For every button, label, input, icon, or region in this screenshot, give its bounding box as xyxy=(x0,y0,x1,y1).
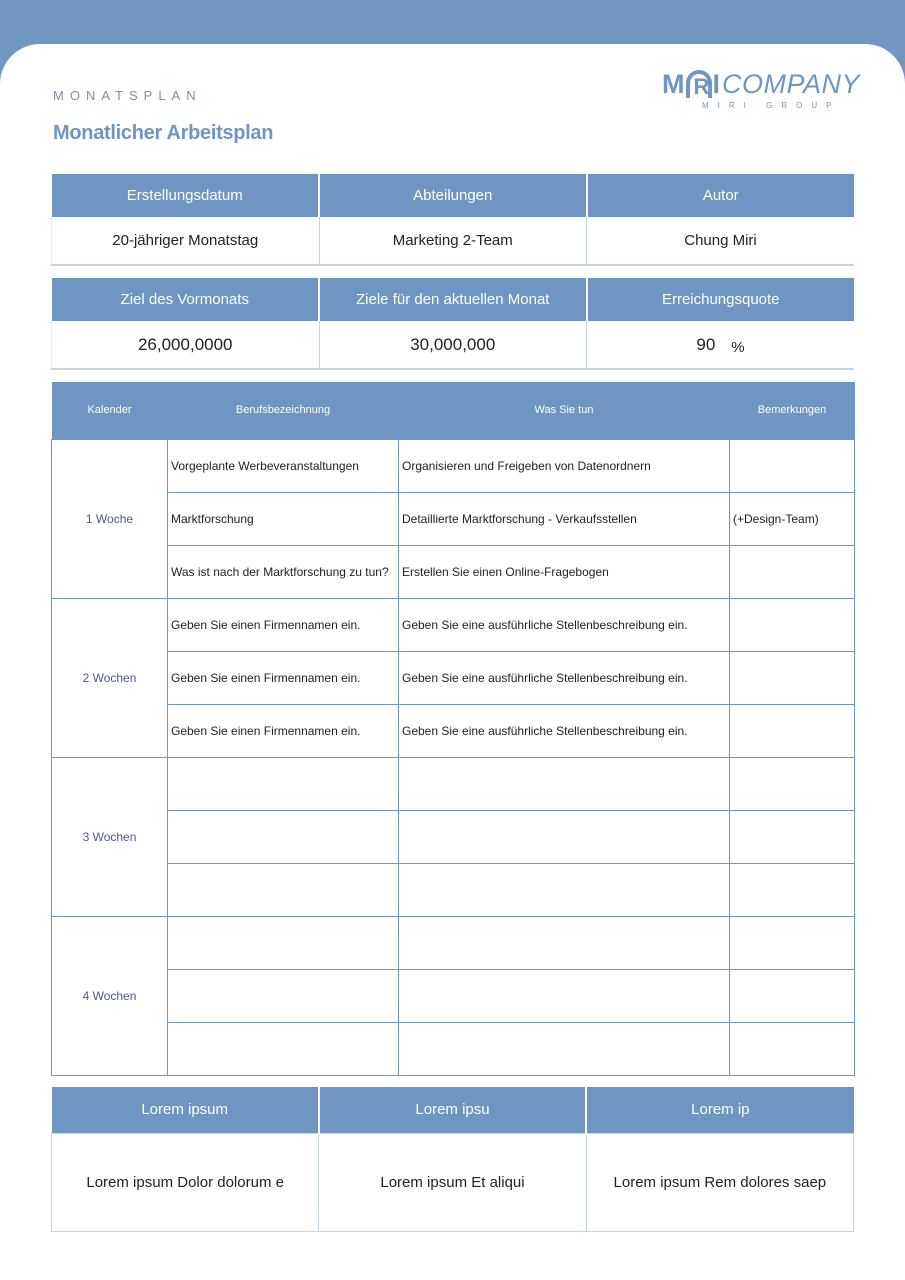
remark-cell xyxy=(730,439,855,492)
remark-cell xyxy=(730,1022,855,1075)
remark-cell xyxy=(730,810,855,863)
job-title-cell: Geben Sie einen Firmennamen ein. xyxy=(168,704,399,757)
summary-header-1: Lorem ipsum xyxy=(52,1087,319,1133)
header-rate: Erreichungsquote xyxy=(587,278,855,321)
summary-header-2: Lorem ipsu xyxy=(319,1087,586,1133)
remark-cell xyxy=(730,757,855,810)
task-cell xyxy=(399,810,730,863)
creation-date-value: 20-jähriger Monatstag xyxy=(52,217,320,265)
header-departments: Abteilungen xyxy=(319,174,587,217)
doc-title: Monatlicher Arbeitsplan xyxy=(53,122,274,144)
remark-cell xyxy=(730,651,855,704)
job-title-cell xyxy=(168,1022,399,1075)
job-title-cell: Geben Sie einen Firmennamen ein. xyxy=(168,651,399,704)
summary-table xyxy=(51,1087,854,1232)
header-job-title: Berufsbezeichnung xyxy=(168,382,399,439)
task-cell: Geben Sie eine ausführliche Stellenbeschreibung ein. xyxy=(399,651,730,704)
task-cell xyxy=(399,1022,730,1075)
job-title-cell xyxy=(168,916,399,969)
remark-cell xyxy=(730,545,855,598)
task-cell: Geben Sie eine ausführliche Stellenbeschreibung ein. xyxy=(399,598,730,651)
plan-table xyxy=(51,382,855,1076)
task-cell xyxy=(399,916,730,969)
table-row xyxy=(52,863,855,916)
header-creation-date: Erstellungsdatum xyxy=(52,174,320,217)
table-row xyxy=(52,598,855,651)
remark-cell xyxy=(730,969,855,1022)
job-title-cell: Vorgeplante Werbeveranstaltungen xyxy=(168,439,399,492)
task-cell: Erstellen Sie einen Online-Fragebogen xyxy=(399,545,730,598)
task-cell xyxy=(399,969,730,1022)
week-label: 2 Wochen xyxy=(52,598,168,757)
prev-goal-value: 26,000,0000 xyxy=(52,321,320,369)
goal-table xyxy=(51,278,854,370)
week-label: 4 Wochen xyxy=(52,916,168,1075)
summary-header-3: Lorem ip xyxy=(586,1087,853,1133)
remark-cell xyxy=(730,598,855,651)
job-title-cell: Was ist nach der Marktforschung zu tun? xyxy=(168,545,399,598)
header-current-goal: Ziele für den aktuellen Monat xyxy=(319,278,587,321)
summary-value-1: Lorem ipsum Dolor dolorum e xyxy=(52,1133,319,1231)
table-row xyxy=(52,492,855,545)
table-row xyxy=(52,545,855,598)
table-row xyxy=(52,439,855,492)
rate-value: 90 xyxy=(696,334,716,354)
header-tasks: Was Sie tun xyxy=(399,382,730,439)
summary-value-2: Lorem ipsum Et aliqui xyxy=(319,1133,586,1231)
task-cell: Detaillierte Marktforschung - Verkaufsstellen xyxy=(399,492,730,545)
header-calendar: Kalender xyxy=(52,382,168,439)
remark-cell: (+Design-Team) xyxy=(730,492,855,545)
page-sheet xyxy=(0,44,905,1280)
rate-cell xyxy=(587,321,855,369)
author-value: Chung Miri xyxy=(587,217,855,265)
table-row xyxy=(52,969,855,1022)
doc-label: MONATSPLAN xyxy=(53,88,202,103)
summary-value-3: Lorem ipsum Rem dolores saep xyxy=(586,1133,853,1231)
header-prev-goal: Ziel des Vormonats xyxy=(52,278,320,321)
info-table xyxy=(51,174,854,266)
department-value: Marketing 2-Team xyxy=(319,217,587,265)
company-logo: M R I COMPANY MIRI GROUP xyxy=(662,70,857,116)
job-title-cell xyxy=(168,863,399,916)
remark-cell xyxy=(730,704,855,757)
table-row xyxy=(52,1022,855,1075)
rate-unit: % xyxy=(731,338,745,356)
job-title-cell xyxy=(168,969,399,1022)
week-label: 3 Wochen xyxy=(52,757,168,916)
task-cell xyxy=(399,757,730,810)
logo-subtitle: MIRI GROUP xyxy=(702,101,841,110)
table-row xyxy=(52,916,855,969)
table-row xyxy=(52,757,855,810)
job-title-cell xyxy=(168,810,399,863)
task-cell: Organisieren und Freigeben von Datenordnern xyxy=(399,439,730,492)
header-author: Autor xyxy=(587,174,855,217)
job-title-cell: Geben Sie einen Firmennamen ein. xyxy=(168,598,399,651)
table-row xyxy=(52,651,855,704)
table-row xyxy=(52,704,855,757)
remark-cell xyxy=(730,916,855,969)
remark-cell xyxy=(730,863,855,916)
task-cell xyxy=(399,863,730,916)
job-title-cell xyxy=(168,757,399,810)
task-cell: Geben Sie eine ausführliche Stellenbeschreibung ein. xyxy=(399,704,730,757)
week-label: 1 Woche xyxy=(52,439,168,598)
table-row xyxy=(52,810,855,863)
header-remarks: Bemerkungen xyxy=(730,382,855,439)
current-goal-value: 30,000,000 xyxy=(319,321,587,369)
job-title-cell: Marktforschung xyxy=(168,492,399,545)
